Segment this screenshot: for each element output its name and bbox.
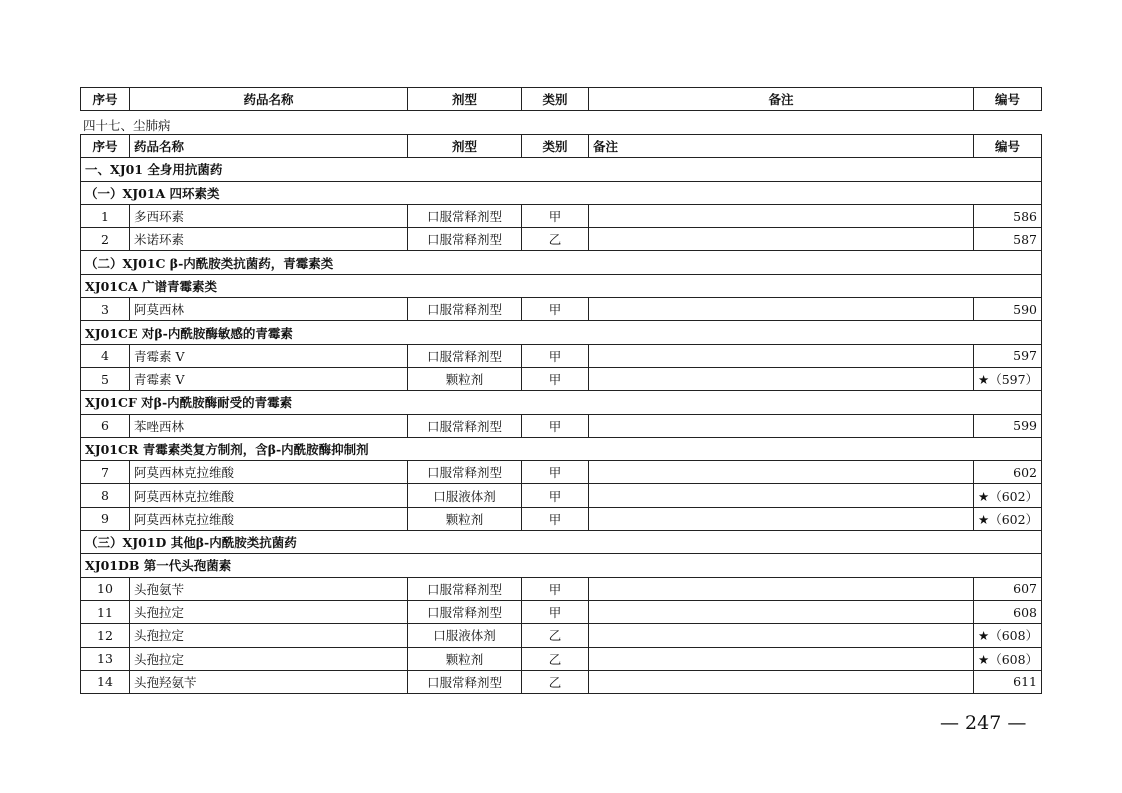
cell-note <box>589 367 974 390</box>
table-header-seq: 序号 <box>81 135 130 158</box>
cell-form: 口服常释剂型 <box>408 577 522 600</box>
cell-name: 阿莫西林克拉维酸 <box>130 484 408 507</box>
cell-note <box>589 600 974 623</box>
cell-code: ★（597） <box>974 367 1042 390</box>
cell-note <box>589 647 974 670</box>
cell-code: 602 <box>974 461 1042 484</box>
cell-form: 口服液体剂 <box>408 624 522 647</box>
group-label: XJ01CF 对β-内酰胺酶耐受的青霉素 <box>81 391 1042 414</box>
group-label: （二）XJ01C β-内酰胺类抗菌药，青霉素类 <box>81 251 1042 274</box>
cell-category: 乙 <box>522 228 589 251</box>
cell-code: ★（608） <box>974 624 1042 647</box>
cell-note <box>589 484 974 507</box>
cell-form: 口服常释剂型 <box>408 670 522 693</box>
group-label: XJ01CA 广谱青霉素类 <box>81 274 1042 297</box>
cell-note <box>589 507 974 530</box>
table-header-category: 类别 <box>522 135 589 158</box>
group-label: （一）XJ01A 四环素类 <box>81 181 1042 204</box>
cell-seq: 6 <box>81 414 130 437</box>
cell-name: 头孢拉定 <box>130 600 408 623</box>
cell-form: 口服常释剂型 <box>408 228 522 251</box>
cell-category: 甲 <box>522 484 589 507</box>
cell-code: 590 <box>974 298 1042 321</box>
cell-category: 乙 <box>522 647 589 670</box>
cell-category: 甲 <box>522 204 589 227</box>
cell-category: 甲 <box>522 507 589 530</box>
table-row <box>81 414 1042 437</box>
group-header-row <box>81 391 1042 414</box>
cell-code: 611 <box>974 670 1042 693</box>
table-row <box>81 298 1042 321</box>
cell-note <box>589 414 974 437</box>
cell-seq: 12 <box>81 624 130 647</box>
table-row <box>81 344 1042 367</box>
cell-name: 头孢拉定 <box>130 647 408 670</box>
cell-category: 甲 <box>522 414 589 437</box>
group-header-row <box>81 158 1042 181</box>
cell-note <box>589 228 974 251</box>
table-row <box>81 461 1042 484</box>
cell-category: 甲 <box>522 461 589 484</box>
table-row <box>81 484 1042 507</box>
cell-name: 青霉素 V <box>130 344 408 367</box>
group-header-row <box>81 321 1042 344</box>
group-header-row <box>81 274 1042 297</box>
cell-note <box>589 670 974 693</box>
table-header-row <box>81 135 1042 158</box>
table-row <box>81 228 1042 251</box>
header-form: 剂型 <box>408 88 522 111</box>
table-header-form: 剂型 <box>408 135 522 158</box>
cell-category: 乙 <box>522 624 589 647</box>
table-header-name: 药品名称 <box>130 135 408 158</box>
cell-note <box>589 461 974 484</box>
table-row <box>81 647 1042 670</box>
cell-seq: 8 <box>81 484 130 507</box>
cell-note <box>589 344 974 367</box>
cell-seq: 14 <box>81 670 130 693</box>
cell-seq: 4 <box>81 344 130 367</box>
cell-code: ★（608） <box>974 647 1042 670</box>
cell-form: 口服常释剂型 <box>408 414 522 437</box>
group-header-row <box>81 251 1042 274</box>
table-body <box>81 158 1042 694</box>
cell-form: 口服常释剂型 <box>408 204 522 227</box>
cell-seq: 9 <box>81 507 130 530</box>
cell-code: 599 <box>974 414 1042 437</box>
cell-name: 阿莫西林 <box>130 298 408 321</box>
group-header-row <box>81 554 1042 577</box>
cell-name: 头孢拉定 <box>130 624 408 647</box>
table-row <box>81 367 1042 390</box>
group-label: 一、XJ01 全身用抗菌药 <box>81 158 1042 181</box>
cell-form: 颗粒剂 <box>408 647 522 670</box>
cell-category: 甲 <box>522 298 589 321</box>
table-header-note: 备注 <box>589 135 974 158</box>
cell-seq: 3 <box>81 298 130 321</box>
page-header-table <box>80 87 1042 111</box>
cell-code: 597 <box>974 344 1042 367</box>
cell-category: 甲 <box>522 600 589 623</box>
cell-name: 阿莫西林克拉维酸 <box>130 461 408 484</box>
cell-name: 头孢羟氨苄 <box>130 670 408 693</box>
cell-name: 米诺环素 <box>130 228 408 251</box>
cell-name: 青霉素 V <box>130 367 408 390</box>
cell-note <box>589 577 974 600</box>
cell-form: 口服常释剂型 <box>408 461 522 484</box>
cell-seq: 5 <box>81 367 130 390</box>
cell-note <box>589 298 974 321</box>
cell-category: 乙 <box>522 670 589 693</box>
group-header-row <box>81 181 1042 204</box>
cell-seq: 13 <box>81 647 130 670</box>
header-name: 药品名称 <box>130 88 408 111</box>
header-seq: 序号 <box>81 88 130 111</box>
page-number: — 247 — <box>940 712 1027 734</box>
cell-seq: 2 <box>81 228 130 251</box>
cell-form: 颗粒剂 <box>408 367 522 390</box>
table-row <box>81 204 1042 227</box>
cell-note <box>589 204 974 227</box>
cell-form: 口服常释剂型 <box>408 298 522 321</box>
cell-code: 608 <box>974 600 1042 623</box>
table-row <box>81 577 1042 600</box>
cell-code: ★（602） <box>974 484 1042 507</box>
cell-category: 甲 <box>522 367 589 390</box>
cell-seq: 11 <box>81 600 130 623</box>
cell-note <box>589 624 974 647</box>
cell-seq: 1 <box>81 204 130 227</box>
table-row <box>81 507 1042 530</box>
section-title: 四十七、尘肺病 <box>83 118 171 133</box>
cell-category: 甲 <box>522 344 589 367</box>
cell-seq: 7 <box>81 461 130 484</box>
header-code: 编号 <box>974 88 1042 111</box>
cell-form: 口服常释剂型 <box>408 600 522 623</box>
cell-name: 苯唑西林 <box>130 414 408 437</box>
cell-code: 607 <box>974 577 1042 600</box>
cell-seq: 10 <box>81 577 130 600</box>
cell-code: 586 <box>974 204 1042 227</box>
cell-category: 甲 <box>522 577 589 600</box>
group-label: XJ01CE 对β-内酰胺酶敏感的青霉素 <box>81 321 1042 344</box>
cell-code: ★（602） <box>974 507 1042 530</box>
cell-form: 颗粒剂 <box>408 507 522 530</box>
table-row <box>81 670 1042 693</box>
table-row <box>81 624 1042 647</box>
group-label: XJ01DB 第一代头孢菌素 <box>81 554 1042 577</box>
table-header-code: 编号 <box>974 135 1042 158</box>
group-label: XJ01CR 青霉素类复方制剂，含β-内酰胺酶抑制剂 <box>81 437 1042 460</box>
cell-form: 口服液体剂 <box>408 484 522 507</box>
group-label: （三）XJ01D 其他β-内酰胺类抗菌药 <box>81 531 1042 554</box>
group-header-row <box>81 531 1042 554</box>
page-header-row <box>81 88 1042 111</box>
group-header-row <box>81 437 1042 460</box>
cell-name: 头孢氨苄 <box>130 577 408 600</box>
cell-form: 口服常释剂型 <box>408 344 522 367</box>
header-category: 类别 <box>522 88 589 111</box>
header-note: 备注 <box>589 88 974 111</box>
cell-name: 多西环素 <box>130 204 408 227</box>
table-row <box>81 600 1042 623</box>
drug-table <box>80 134 1042 694</box>
cell-code: 587 <box>974 228 1042 251</box>
cell-name: 阿莫西林克拉维酸 <box>130 507 408 530</box>
